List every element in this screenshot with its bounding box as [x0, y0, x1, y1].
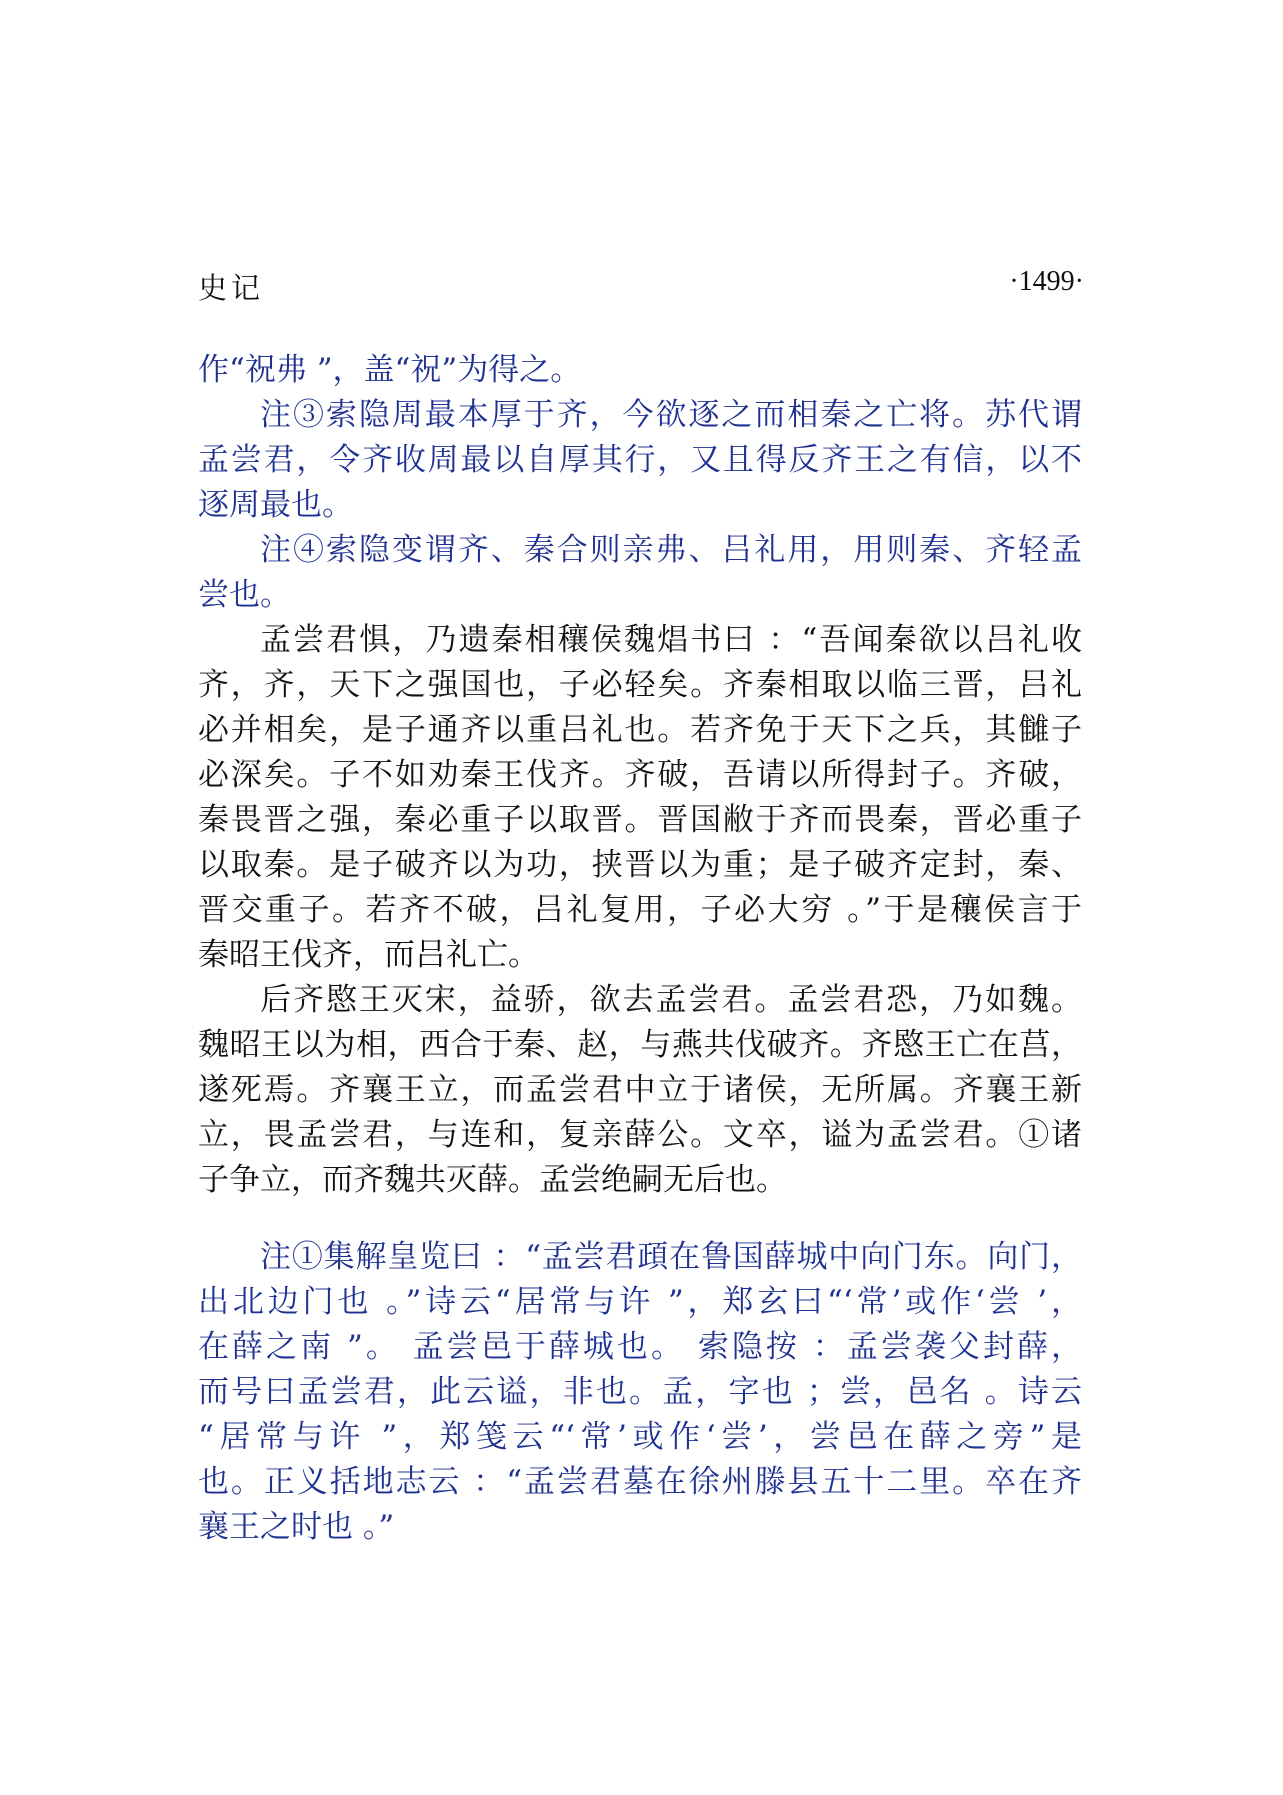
- text-line: 必深矣。子不如劝秦王伐齐。齐破，吾请以所得封子。齐破，: [198, 757, 1082, 793]
- text-line: 秦畏晋之强，秦必重子以取晋。晋国敝于齐而畏秦，晋必重子: [198, 802, 1082, 838]
- annotation-line: 注①集解皇览曰 ：“孟尝君頙在鲁国薛城中向门东。向门，: [260, 1239, 1082, 1275]
- annotation-line: 孟尝君，令齐收周最以自厚其行，又且得反齐王之有信，以不: [198, 442, 1082, 478]
- annotation-line: 在薛之南 ”。 孟尝邑于薛城也。 索隐按 ：孟尝袭父封薛，: [198, 1329, 1082, 1365]
- annotation-line: 注④索隐变谓齐、秦合则亲弗、吕礼用，用则秦、齐轻孟: [260, 532, 1082, 568]
- annotation-line: 作“祝弗 ”，盖“祝”为得之。: [198, 352, 582, 388]
- text-line: 孟尝君惧，乃遗秦相穰侯魏焻书曰 ：“吾闻秦欲以吕礼收: [260, 622, 1082, 658]
- annotation-line: 也。正义括地志云 ：“孟尝君墓在徐州滕县五十二里。卒在齐: [198, 1464, 1082, 1500]
- text-line: 必并相矣，是子通齐以重吕礼也。若齐免于天下之兵，其雠子: [198, 712, 1082, 748]
- text-line: 后齐愍王灭宋，益骄，欲去孟尝君。孟尝君恐，乃如魏。: [260, 982, 1082, 1018]
- text-line: 子争立，而齐魏共灭薛。孟尝绝嗣无后也。: [198, 1162, 787, 1198]
- annotation-line: 逐周最也。: [198, 487, 353, 523]
- text-line: 魏昭王以为相，西合于秦、赵，与燕共伐破齐。齐愍王亡在莒，: [198, 1027, 1082, 1063]
- text-line: 以取秦。是子破齐以为功，挟晋以为重；是子破齐定封，秦、: [198, 847, 1082, 883]
- text-line: 立，畏孟尝君，与连和，复亲薛公。文卒，谥为孟尝君。①诸: [198, 1117, 1082, 1153]
- annotation-line: “居常与许 ”，郑笺云“‘常’或作‘尝’，尝邑在薛之旁”是: [198, 1419, 1082, 1455]
- text-line: 齐，齐，天下之强国也，子必轻矣。齐秦相取以临三晋，吕礼: [198, 667, 1082, 703]
- book-title: 史记: [198, 271, 265, 305]
- annotation-line: 出北边门也 。”诗云“居常与许 ”，郑玄曰“‘常’或作‘尝 ’，: [198, 1284, 1082, 1320]
- page-number: ·1499·: [1009, 266, 1084, 297]
- annotation-line: 而号曰孟尝君，此云谥，非也。孟，字也 ；尝，邑名 。诗云: [198, 1374, 1082, 1410]
- paragraph-gap: [198, 1203, 1082, 1235]
- annotation-line: 尝也。: [198, 577, 291, 613]
- text-line: 秦昭王伐齐，而吕礼亡。: [198, 937, 539, 973]
- text-line: 晋交重子。若齐不破，吕礼复用，子必大穷 。”于是穰侯言于: [198, 892, 1082, 928]
- text-line: 遂死焉。齐襄王立，而孟尝君中立于诸侯，无所属。齐襄王新: [198, 1072, 1082, 1108]
- text-body: [198, 348, 1082, 1550]
- annotation-line: 襄王之时也 。”: [198, 1509, 395, 1545]
- page-header: [198, 266, 1084, 306]
- annotation-line: 注③索隐周最本厚于齐，今欲逐之而相秦之亡将。苏代谓: [260, 397, 1082, 433]
